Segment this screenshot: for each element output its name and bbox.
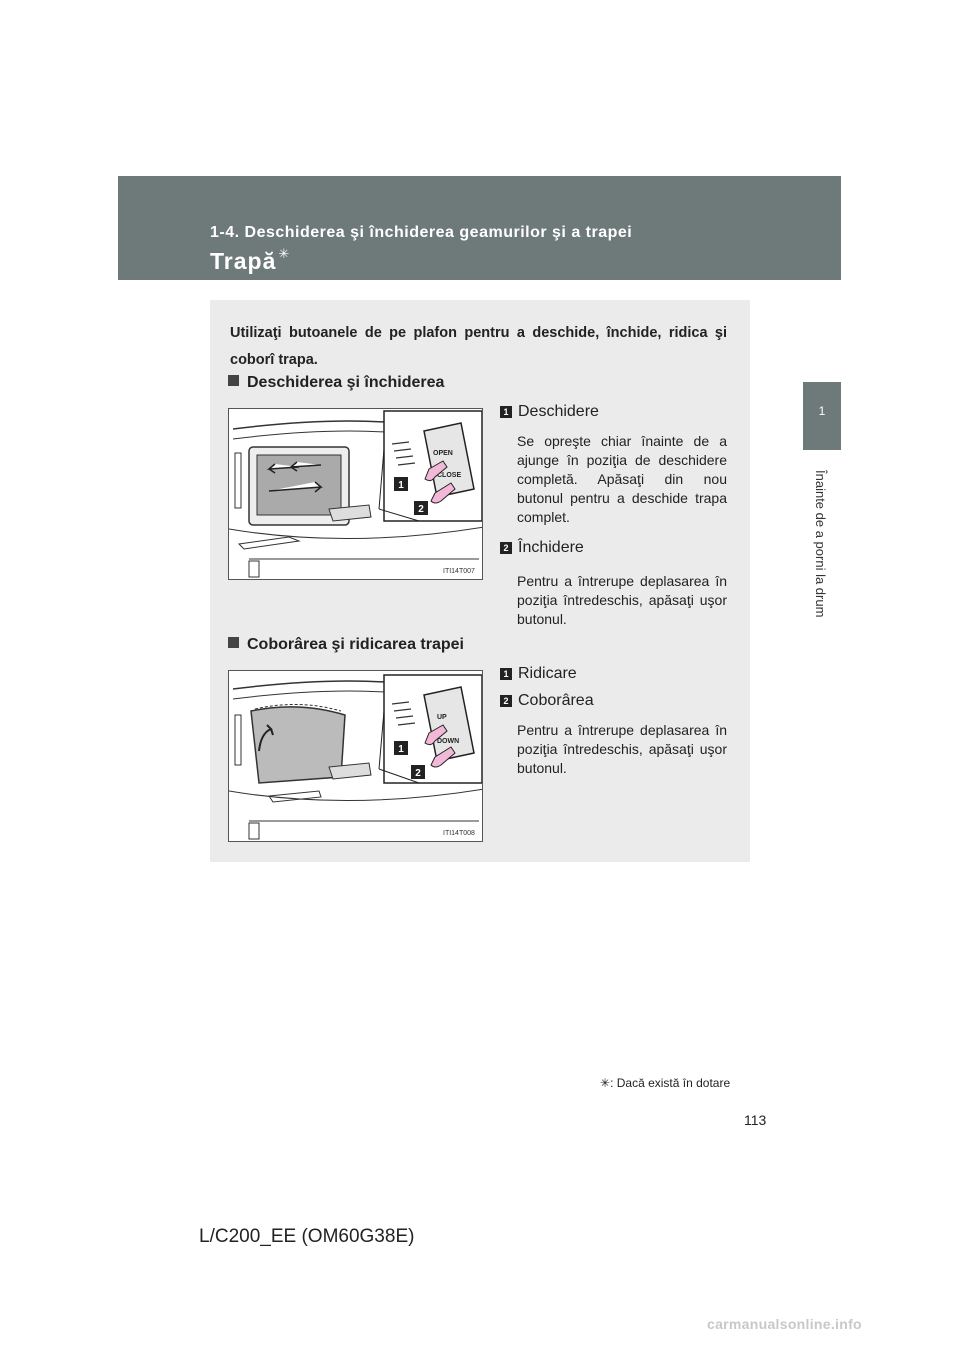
subheading-tilt: Coborârea şi ridicarea trapei (228, 636, 464, 654)
figure-code: ITI14T008 (443, 830, 475, 837)
sunroof-open-close-illustration (229, 409, 483, 580)
sunroof-tilt-illustration (229, 671, 483, 842)
number-badge: 2 (500, 542, 512, 554)
subheading-open-close: Deschiderea şi închiderea (228, 374, 444, 392)
item-tilt-down: 2 Coborârea (500, 692, 594, 710)
callout-2: 2 (418, 504, 424, 515)
item-tilt-description: Pentru a întrerupe deplasarea în poziţia întredeschis, apăsaţi uşor butonul. (517, 722, 727, 776)
number-badge: 1 (500, 668, 512, 680)
footnote: ✳: Dacă există în dotare (600, 1076, 731, 1090)
intro-text: Utilizaţi butoanele de pe plafon pentru a deschide, închide, ridica şi coborî trapa. (230, 325, 727, 368)
chapter-side-label: Înainte de a porni la drum (813, 470, 828, 618)
item-open: 1 Deschidere (500, 403, 599, 421)
up-button-label: UP (437, 714, 447, 721)
callout-2: 2 (415, 768, 421, 779)
content-panel (210, 300, 750, 862)
figure-open-close (228, 408, 483, 580)
square-bullet-icon (228, 637, 239, 648)
callout-1: 1 (398, 480, 404, 491)
item-close: 2 Închidere (500, 539, 584, 557)
figure-code: ITI14T007 (443, 568, 475, 575)
close-button-label: CLOSE (437, 472, 462, 479)
asterisk-icon: ✳ (600, 1076, 611, 1090)
optional-equipment-mark: ✳ (278, 246, 291, 261)
square-bullet-icon (228, 375, 239, 386)
chapter-header (118, 176, 841, 280)
section-title: 1-4. Deschiderea şi închiderea geamurilor şi a trapei (210, 224, 633, 241)
item-open-description: Se opreşte chiar înainte de a ajunge în poziţia de deschidere completă. Apăsaţi din nou butonul pentru a deschide trapa complet. (517, 433, 727, 525)
page-title: Trapă ✳ (210, 246, 291, 274)
page-number: 113 (744, 1112, 767, 1128)
document-code: L/C200_EE (OM60G38E) (199, 1226, 415, 1247)
number-badge: 2 (500, 695, 512, 707)
open-button-label: OPEN (433, 450, 453, 457)
down-button-label: DOWN (437, 738, 460, 745)
callout-1: 1 (398, 744, 404, 755)
item-tilt-up: 1 Ridicare (500, 665, 577, 683)
figure-tilt (228, 670, 483, 842)
number-badge: 1 (500, 406, 512, 418)
watermark: carmanualsonline.info (707, 1316, 862, 1332)
item-close-description: Pentru a întrerupe deplasarea în poziţia întredeschis, apăsaţi uşor butonul. (517, 573, 727, 627)
chapter-tab: 1 (803, 382, 841, 450)
